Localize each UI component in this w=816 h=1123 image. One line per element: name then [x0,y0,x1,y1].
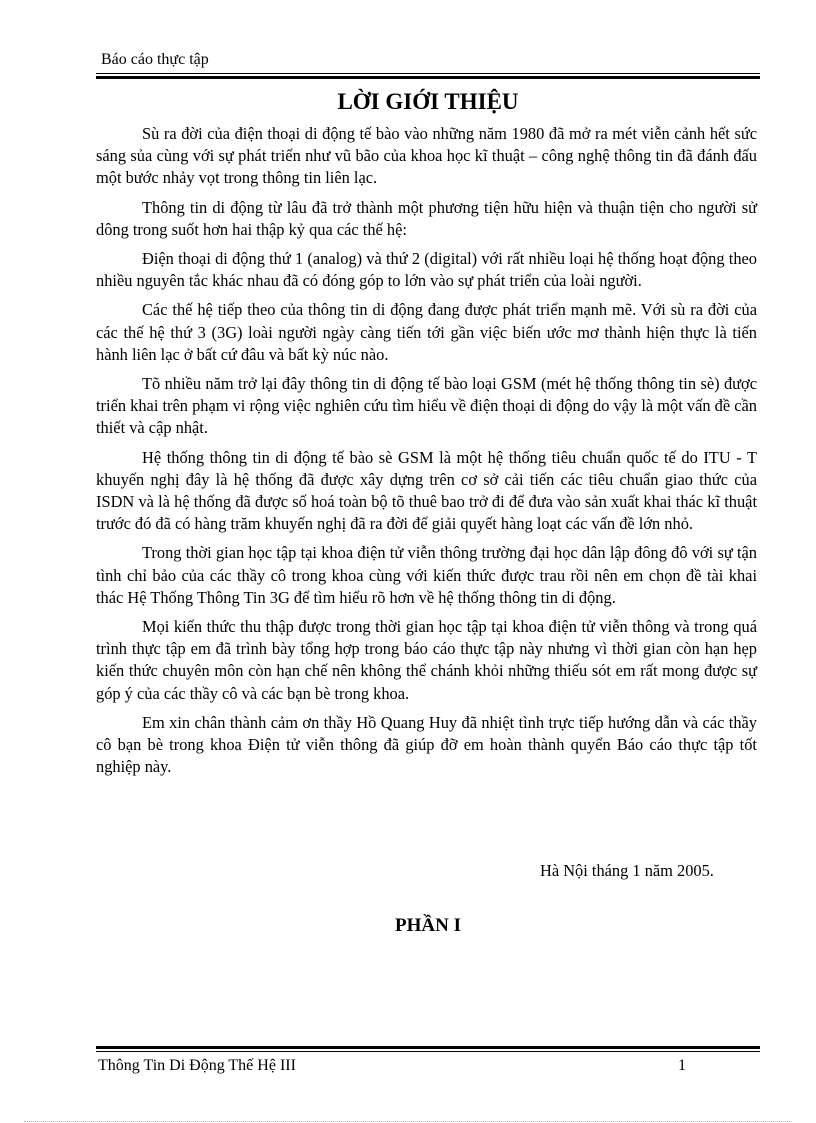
paragraph: Điện thoại di động thứ 1 (analog) và thứ 2 (digital) với rất nhiều loại hệ thống hoạt động theo nhiều nguyên tắc khác nhau đã có đóng góp to lớn vào sự phát triển của loài người. [96,249,757,291]
paragraph: Sù ra đời của điện thoại di động tế bào vào những năm 1980 đã mở ra mét viễn cảnh hết sức sáng sủa cùng với sự phát triển như vũ bão của khoa học kĩ thuật – công nghệ thông tin đã đánh đấu một bước nhảy vọt trong thông tin liên lạc. [96,124,757,188]
header-title: Báo cáo thực tập [101,51,209,68]
paragraph: Tõ nhiều năm trở lại đây thông tin di động tế bào loại GSM (mét hệ thống thông tin sè) được triển khai trên phạm vi rộng việc nghiên cứu tìm hiểu về điện thoại di động do vậy là một vấn đề cần thiết và cập nhật. [96,374,757,438]
signature-date: Hà Nội tháng 1 năm 2005. [540,861,714,880]
document-body [96,123,757,785]
page-number: 1 [678,1057,686,1074]
part-heading: PHẦN I [395,915,461,936]
paragraph: Thông tin di động từ lâu đã trở thành một phương tiện hữu hiện và thuận tiện cho người sử dông trong suốt hơn hai thập kỷ qua các thế hệ: [96,197,757,239]
paragraph: Mọi kiến thức thu thập được trong thời gian học tập tại khoa điện tử viễn thông và trong quá trình thực tập em đã trình bày tổng hợp trong báo cáo thực tập này nhưng vì thời gian còn hạn hẹp kiến thức chuyên môn còn hạn chế nên không thể chánh khỏi những thiếu sót em rất mong được sự góp ý của các thầy cô và các bạn bè trong khoa. [96,617,757,703]
paragraph: Em xin chân thành cảm ơn thầy Hồ Quang Huy đã nhiệt tình trực tiếp hướng dẫn và các thầy cô bạn bè trong khoa Điện tử viễn thông đã giúp đỡ em hoàn thành quyển Báo cáo thực tập tốt nghiệp này. [96,712,757,777]
page-edge [24,1121,792,1122]
footer-title: Thông Tin Di Động Thế Hệ III [98,1057,296,1074]
paragraph: Các thế hệ tiếp theo của thông tin di động đang được phát triển mạnh mẽ. Với sù ra đời của các thế hệ thứ 3 (3G) loài người ngày càng tiến tới gần việc biến ước mơ thành hiện thực là tiến hành liên lạc ở bất cứ đâu và bất kỳ núc nào. [96,300,757,364]
footer-rule-thick [96,1046,760,1049]
paragraph: Hệ thống thông tin di động tế bào sè GSM là một hệ thống tiêu chuẩn quốc tế do ITU - T khuyến nghị đây là hệ thống đã được xây dựng trên cơ sở cải tiến các tiêu chuẩn giao thức của ISDN và là hệ thống đã được số hoá toàn bộ tõ thuê bao trở đi để đưa vào sản xuất khai thác kĩ thuật trước đó đã có hàng trăm khuyến nghị đã ra đời để giải quyết hàng loạt các vấn đề lớn nhỏ. [96,447,757,534]
footer-rule-thin [96,1051,760,1052]
header-rule-thick [96,76,760,79]
paragraph: Trong thời gian học tập tại khoa điện tử viễn thông trường đại học dân lập đông đô với sự tận tình chỉ bảo của các thầy cô trong khoa cùng với kiến thức được trau rồi nên em chọn đề tài khai thác Hệ Thống Thông Tin 3G để tìm hiểu rõ hơn về hệ thống thông tin di động. [96,543,757,607]
document-title: LỜI GIỚI THIỆU [337,89,519,114]
header-rule-thin [96,73,760,74]
